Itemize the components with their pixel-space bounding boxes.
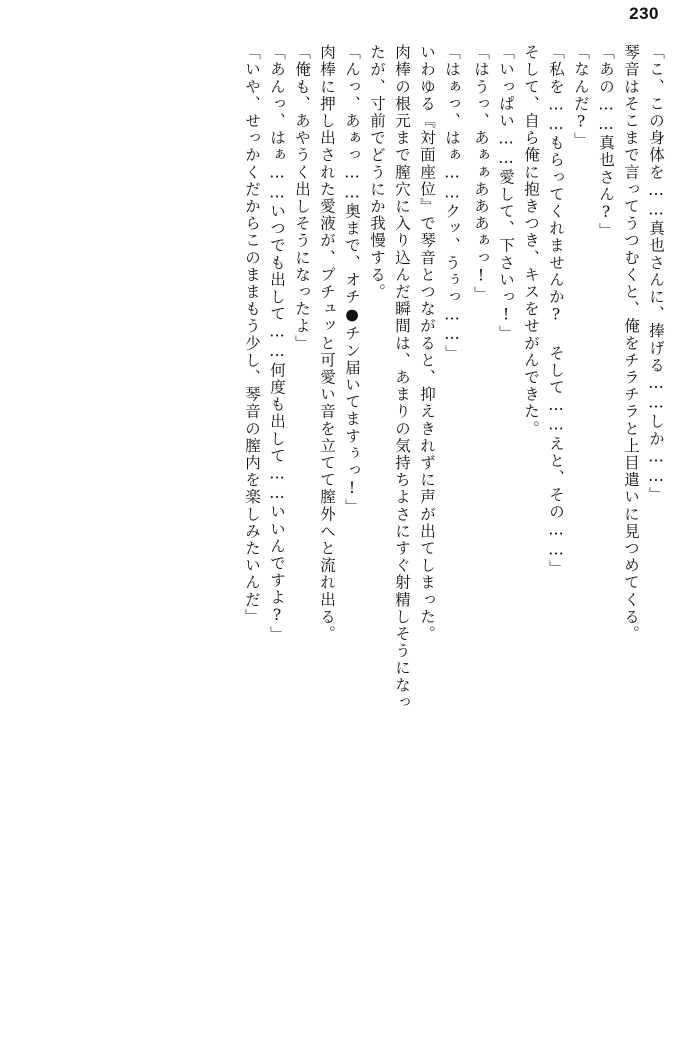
text-line: 「こ、この身体を……真也さんに、捧げる……しか……」 xyxy=(647,44,665,504)
text-line: 琴音はそこまで言ってうつむくと、俺をチラチラと上目遣いに見つめてくる。 xyxy=(622,44,640,643)
text-line: 「はぁっ、はぁ……クッ、うぅっ……」 xyxy=(443,44,461,362)
text-line: 「いっぱい……愛して、下さいっ!」 xyxy=(497,44,515,343)
text-line: 「いや、せっかくだからこのままもう少し、琴音の膣内を楽しみたいんだ」 xyxy=(243,44,261,626)
text-line: 肉棒に押し出された愛液が、プチュッと可愛い音を立てて膣外へと流れ出る。 xyxy=(318,44,336,643)
page-number: 230 xyxy=(629,4,659,23)
text-line: 「はうっ、あぁぁあああぁっ!」 xyxy=(472,44,490,303)
text-line: 「あんっ、はぁ……いつでも出して……何度も出して……いいんですよ?」 xyxy=(268,44,286,643)
text-line: たが、寸前でどうにか我慢する。 xyxy=(368,44,386,301)
text-line: 「あの……真也さん?」 xyxy=(597,44,615,240)
body-text-columns xyxy=(14,44,663,1030)
text-line: 「なんだ?」 xyxy=(572,44,590,150)
text-line: 「俺も、あやうく出しそうになったよ」 xyxy=(293,44,311,352)
text-line: そして、自ら俺に抱きつき、キスをせがんできた。 xyxy=(522,44,540,438)
text-line: 「私を……もらってくれませんか? そして……えと、その……」 xyxy=(547,44,565,577)
text-line: 肉棒の根元まで膣穴に入り込んだ瞬間は、あまりの気持ちよさにすぐ射精しそうになっ xyxy=(393,44,411,711)
text-line: いわゆる『対面座位』で琴音とつながると、抑えきれずに声が出てしまった。 xyxy=(418,44,436,643)
text-line: 「んっ、あぁっ……奥まで、オチ●チン届いてますぅっ!」 xyxy=(343,44,361,516)
